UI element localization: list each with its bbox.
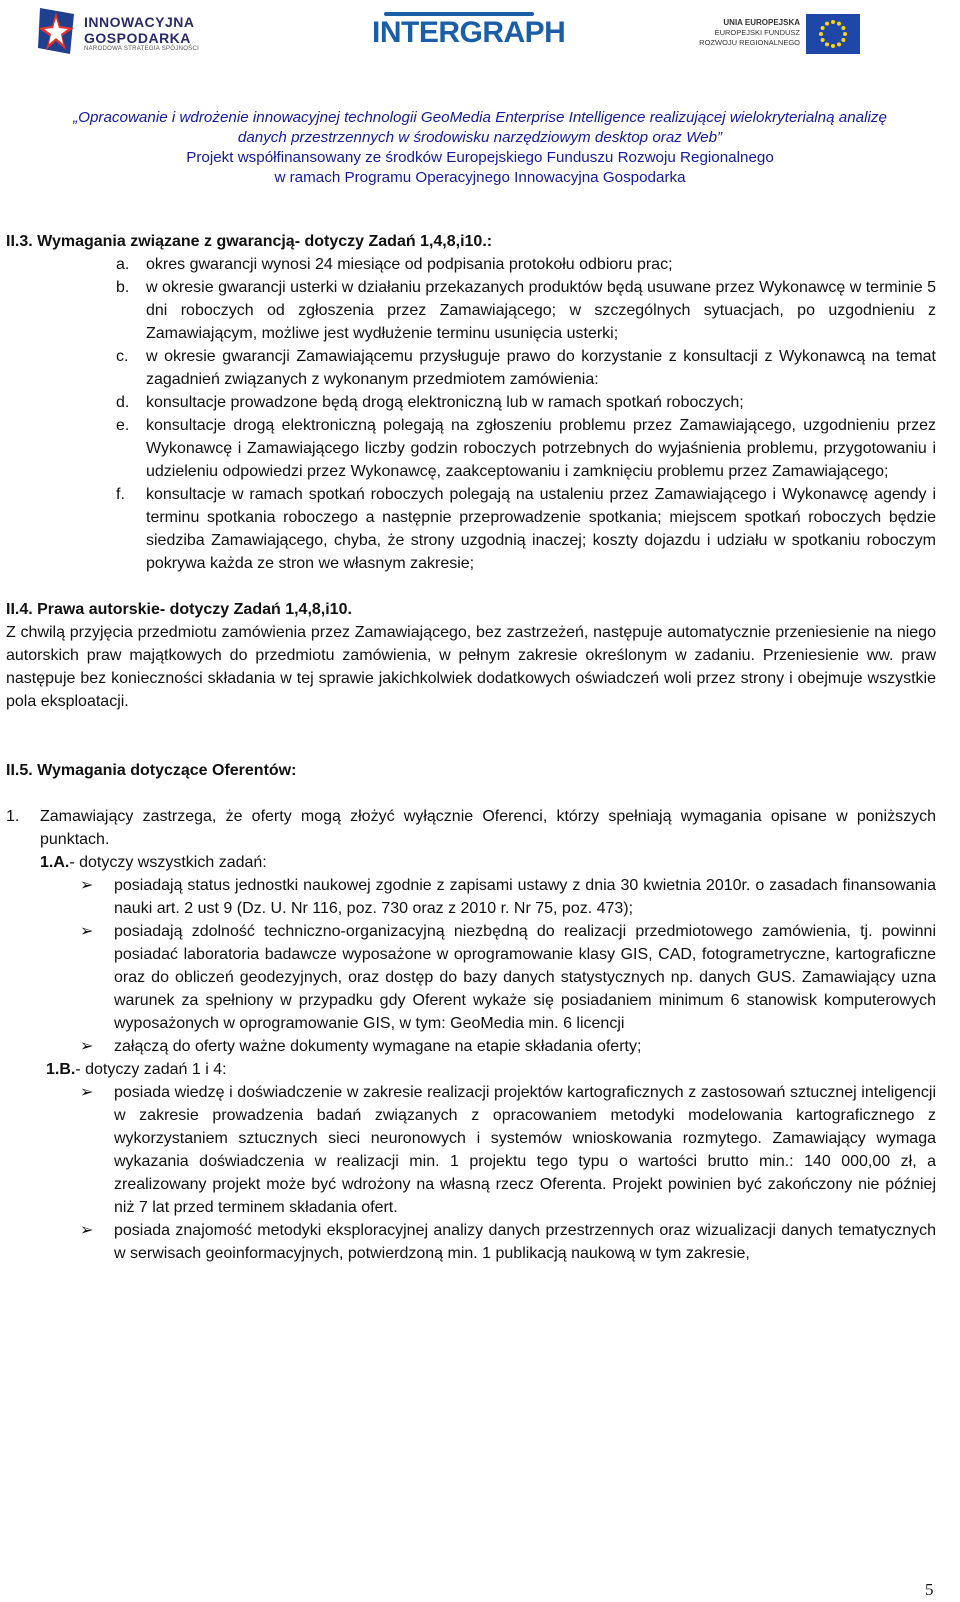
- list-item: ➢ posiadają zdolność techniczno-organizacyjną niezbędną do realizacji przedmiotowego zamówienia, tj. powinni posiadać laboratoria badawcze wyposażone w oprogramowanie klasy GIS, CAD, fotogrametryczne, kartograficzne oraz do obliczeń geodezyjnych, oraz dostęp do bazy danych statystycznych np. danych GUS. Zamawiający uzna warunek za spełniony w przypadku gdy Oferent wykaże się posiadaniem minimum 6 stanowisk komputerowych wyposażonych w oprogramowanie GIS, w tym: GeoMedia min. 6 licencji: [6, 920, 936, 1035]
- copyright-paragraph: Z chwilą przyjęcia przedmiotu zamówienia przez Zamawiającego, bez zastrzeżeń, następuje automatycznie przeniesienie na niego autorskich praw majątkowych do przedmiotu zamówienia, w pełnym zakresie określonym w zadaniu. Przeniesienie ww. praw następuje bez konieczności składania w tej sprawie jakichkolwiek dodatkowych oświadczeń woli przez strony i obejmuje wszystkie pola eksploatacji.: [6, 624, 936, 710]
- list-item: b. w okresie gwarancji usterki w działaniu przekazanych produktów będą usuwane przez Wykonawcę w terminie 5 dni roboczych od zgłoszenia przez Zamawiającego; w szczególnych sytuacjach, po uzgodnieniu z Zamawiającym, możliwe jest wydłużenie terminu usunięcia usterki;: [116, 279, 936, 342]
- list-item: ➢ posiada wiedzę i doświadczenie w zakresie realizacji projektów kartograficznych z zastosowań sztucznej inteligencji w zakresie prowadzenia badań związanych z opracowaniem metodyki modelowania kartograficznego z wykorzystaniem sztucznych sieci neuronowych i systemów wnioskowania rozmytego. Zamawiający wymaga wykazania doświadczenia w realizacji min. 1 projektu tego typu o wartości brutto min.: 140 000,00 zł, a zrealizowany projekt może być wdrożony na własną rzecz Oferenta. Projekt powinien być zakończony nie później niż 7 lat przed terminem składania ofert.: [6, 1081, 936, 1219]
- requirement-item: 1. Zamawiający zastrzega, że oferty mogą złożyć wyłącznie Oferenci, którzy spełniają wymagania opisane w poniższych punktach.: [6, 808, 936, 848]
- list-item: e. konsultacje drogą elektroniczną polegają na zgłoszeniu problemu przez Zamawiającego, uzgodnieniu przez Wykonawcę i Zamawiającego liczby godzin roboczych potrzebnych do wyjaśnienia problemu, przygotowaniu i udzieleniu odpowiedzi przez Wykonawcę, zaakceptowaniu i zamknięciu problemu przez Zamawiającego;: [116, 417, 936, 480]
- section-ii3-title: II.3. Wymagania związane z gwarancją- dotyczy Zadań 1,4,8,i10.:: [6, 233, 493, 250]
- list-item: ➢ załączą do oferty ważne dokumenty wymagane na etapie składania oferty;: [6, 1035, 936, 1058]
- list-item: ➢ posiada znajomość metodyki eksploracyjnej analizy danych przestrzennych oraz wizualizacji danych tematycznych w serwisach geoinformacyjnych, potwierdzoną min. 1 publikacją naukową w tym zakresie,: [6, 1219, 936, 1265]
- arrow-bullet-icon: ➢: [80, 877, 94, 894]
- list-item: ➢ posiadają status jednostki naukowej zgodnie z zapisami ustawy z dnia 30 kwietnia 2010r. o zasadach finansowania nauki art. 2 ust 9 (Dz. U. Nr 116, poz. 730 oraz z 2010 r. Nr 75, poz. 473);: [6, 874, 936, 920]
- section-ii4-title: II.4. Prawa autorskie- dotyczy Zadań 1,4,8,i10.: [6, 601, 352, 618]
- list-item: d. konsultacje prowadzone będą drogą elektroniczną lub w ramach spotkań roboczych;: [116, 394, 744, 411]
- document-body: [6, 230, 936, 1265]
- page-number: 5: [925, 1580, 934, 1599]
- arrow-bullet-icon: ➢: [80, 923, 94, 940]
- page-header: [0, 0, 960, 200]
- list-item: f. konsultacje w ramach spotkań roboczych polegają na ustaleniu przez Zamawiającego i Wykonawcę agendy i terminu spotkania roboczego a następnie przeprowadzenie spotkania; miejscem spotkań roboczych będzie siedziba Zamawiającego, chyba, że strony uzgodnią inaczej; koszty dojazdu i udziału w spotkaniu roboczym pokrywa każda ze stron we własnym zakresie;: [116, 486, 936, 572]
- innowacyjna-gospodarka-logo: INNOWACYJNA GOSPODARKA NARODOWA STRATEGIA SPÓJNOŚCI: [36, 6, 206, 58]
- intergraph-logo: INTERGRAPH: [372, 16, 566, 49]
- list-item: c. w okresie gwarancji Zamawiającemu przysługuje prawo do korzystanie z konsultacji z Wykonawcą na temat zagadnień związanych z wykonanym przedmiotem zamówienia:: [116, 348, 936, 388]
- star-flag-icon: [36, 6, 78, 58]
- section-ii5-title: II.5. Wymagania dotyczące Oferentów:: [6, 762, 297, 779]
- project-description: „Opracowanie i wdrożenie innowacyjnej technologii GeoMedia Enterprise Intelligence realizującej wielokryterialną analizę danych przestrzennych w środowisku narzędziowym desktop oraz Web” Projekt współfinansowany ze środków Europejskiego Funduszu Rozwoju Regionalnego w ramach Programu Operacyjnego Innowacyjna Gospodarka: [73, 109, 887, 186]
- warranty-list: [6, 253, 936, 575]
- subsection-1a-heading: 1.A.- dotyczy wszystkich zadań:: [40, 854, 267, 871]
- eu-flag-icon: [806, 14, 860, 54]
- eu-logo: UNIA EUROPEJSKA EUROPEJSKI FUNDUSZ ROZWOJU REGIONALNEGO: [692, 14, 860, 58]
- list-item: a. okres gwarancji wynosi 24 miesiące od podpisania protokołu odbioru prac;: [116, 256, 673, 273]
- arrow-bullet-icon: ➢: [80, 1222, 94, 1239]
- arrow-bullet-icon: ➢: [80, 1038, 94, 1055]
- arrow-bullet-icon: ➢: [80, 1084, 94, 1101]
- subsection-1b-heading: 1.B.- dotyczy zadań 1 i 4:: [46, 1061, 227, 1078]
